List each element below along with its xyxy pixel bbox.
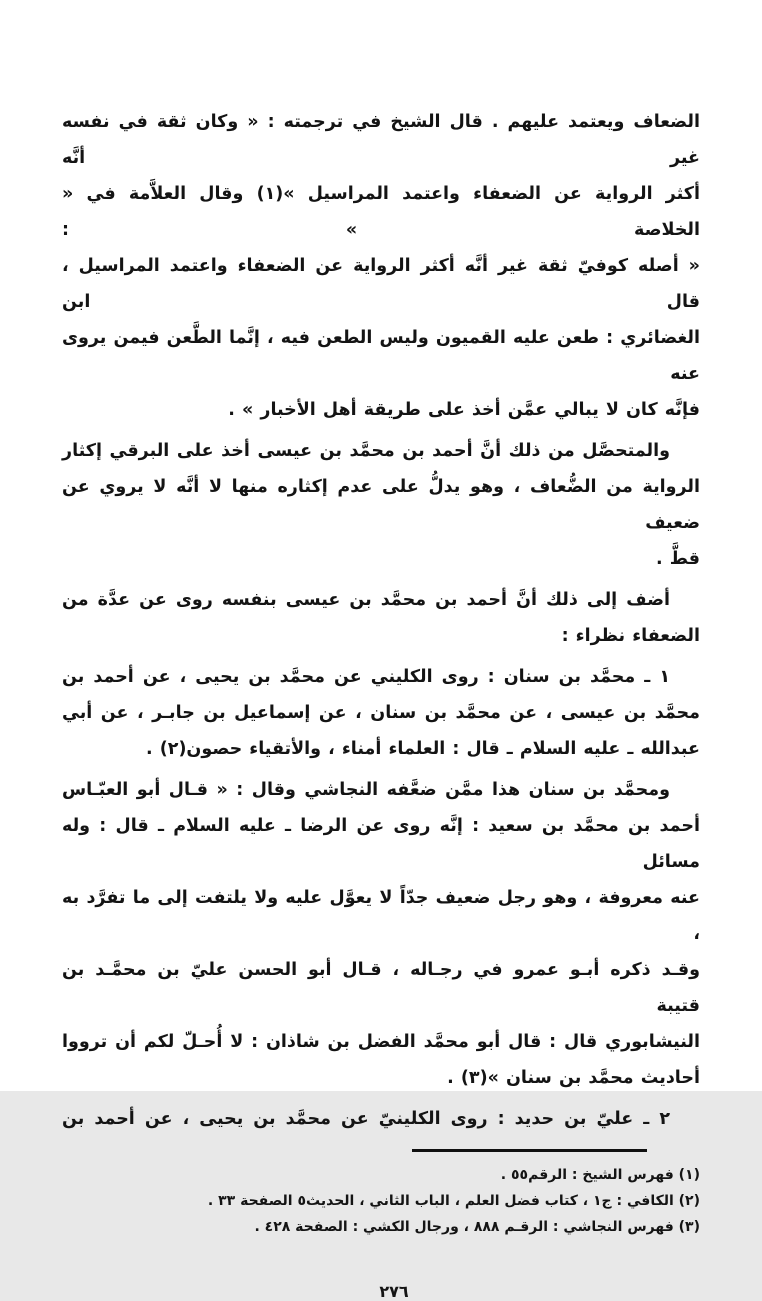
text-line: قطَّ . xyxy=(656,549,700,569)
text-line: أحمد بن محمَّد بن سعيد : إنَّه روى عن الرضا ـ عليه السلام ـ قال : وله مسائل xyxy=(62,816,700,872)
text-line: النيشابوري قال : قال أبو محمَّد الفضل بن شاذان : لا أُحـلّ لكم أن ترووا xyxy=(62,1032,700,1052)
text-line: « أصله كوفيّ ثقة غير أنَّه أكثر الرواية عن الضعفاء واعتمد المراسيل ، قال ابن xyxy=(62,256,700,312)
text-line: عبدالله ـ عليه السلام ـ قال : العلماء أمناء ، والأتقياء حصون(٢) . xyxy=(146,739,700,759)
text-line: الضعفاء نظراء : xyxy=(561,626,700,646)
list-item-1 xyxy=(62,659,700,767)
footnote: (١) فهرس الشيخ : الرقم٥٥ . xyxy=(500,1167,700,1183)
paragraph-continuation xyxy=(62,104,700,428)
paragraph xyxy=(62,433,700,577)
text-block xyxy=(62,104,700,1301)
text-line: ١ ـ محمَّد بن سنان : روى الكليني عن محمَّد بن يحيى ، عن أحمد بن xyxy=(62,667,670,687)
text-line: أكثر الرواية عن الضعفاء واعتمد المراسيل »(١) وقال العلاَّمة في « الخلاصة » : xyxy=(62,184,700,240)
footnote: (٢) الكافي : ج١ ، كتاب فضل العلم ، الباب الثاني ، الحديث٥ الصفحة ٣٣ . xyxy=(207,1193,700,1209)
footnotes-block xyxy=(62,1162,700,1240)
footnote: (٣) فهرس النجاشي : الرقـم ٨٨٨ ، ورجال الكشي : الصفحة ٤٢٨ . xyxy=(254,1219,700,1235)
text-line: ومحمَّد بن سنان هذا ممَّن ضعَّفه النجاشي وقال : « قـال أبو العبّـاس xyxy=(62,780,670,800)
list-item-2 xyxy=(62,1101,700,1137)
text-line: فإنَّه كان لا يبالي عمَّن أخذ على طريقة أهل الأخبار » . xyxy=(228,400,700,420)
text-line: أضف إلى ذلك أنَّ أحمد بن محمَّد بن عيسى بنفسه روى عن عدَّة من xyxy=(62,590,670,610)
text-line: أحاديث محمَّد بن سنان »(٣) . xyxy=(447,1068,700,1088)
text-line: وقـد ذكره أبـو عمرو في رجـاله ، قـال أبو الحسن عليّ بن محمَّـد بن قتيبة xyxy=(62,960,700,1016)
text-line: الغضائري : طعن عليه القميون وليس الطعن فيه ، إنَّما الطَّعن فيمن يروى عنه xyxy=(62,328,700,384)
text-line: والمتحصَّل من ذلك أنَّ أحمد بن محمَّد بن عيسى أخذ على البرقي إكثار xyxy=(62,441,670,461)
paragraph xyxy=(62,772,700,1096)
page-number: ٢٧٦ xyxy=(379,1282,409,1301)
text-line: محمَّد بن عيسى ، عن محمَّد بن سنان ، عن إسماعيل بن جابـر ، عن أبي xyxy=(62,703,700,723)
text-line: عنه معروفة ، وهو رجل ضعيف جدّاً لا يعوَّل عليه ولا يلتفت إلى ما تفرَّد به ، xyxy=(62,888,700,944)
text-line: الرواية من الضُّعاف ، وهو يدلُّ على عدم إكثاره منها لا أنَّه لا يروي عن ضعيف xyxy=(62,477,700,533)
text-line: ٢ ـ عليّ بن حديد : روى الكلينيّ عن محمَّد بن يحيى ، عن أحمد بن xyxy=(62,1109,670,1129)
text-line: الضعاف ويعتمد عليهم . قال الشيخ في ترجمته : « وكان ثقة في نفسه غير أنَّه xyxy=(62,112,700,168)
paragraph xyxy=(62,582,700,654)
footnote-divider xyxy=(412,1149,647,1152)
